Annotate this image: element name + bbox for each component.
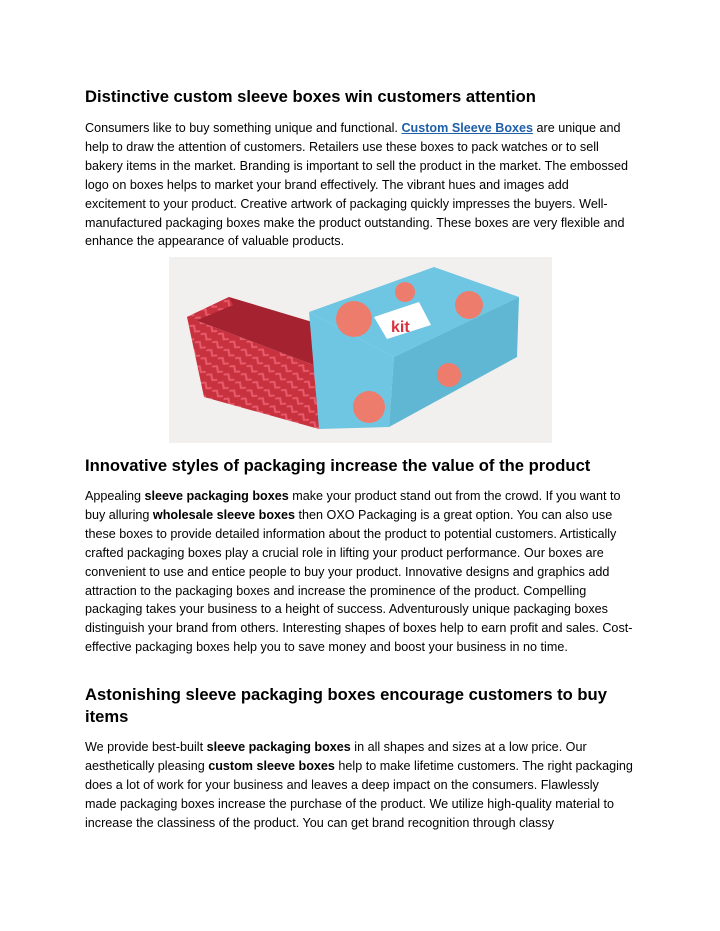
section-paragraph <box>85 738 633 833</box>
paragraph-text: help to make lifetime customers. The right packaging does a lot of work for your business and leaves a deep impact on the consumers. Flawlessly made packaging boxes increase the purchase of the product. We utilize high-quality material to increase the classiness of the product. You can get brand recognition through classy <box>85 758 633 830</box>
section-heading: Astonishing sleeve packaging boxes encourage customers to buy items <box>85 685 607 726</box>
paragraph-text: We provide best-built <box>85 740 207 754</box>
custom-sleeve-boxes-link[interactable]: Custom Sleeve Boxes <box>401 121 534 135</box>
section-heading: Innovative styles of packaging increase the value of the product <box>85 456 591 475</box>
sleeve-dot <box>395 282 415 302</box>
paragraph-text: make your product stand out from the crowd. If you want to buy alluring <box>85 489 621 522</box>
paragraph-text: in all shapes and sizes at a low price. Our aesthetically pleasing <box>85 740 587 773</box>
section-paragraph <box>85 487 633 657</box>
section-heading: Distinctive custom sleeve boxes win customers attention <box>85 87 536 106</box>
bold-phrase: sleeve packaging boxes <box>206 740 351 754</box>
paragraph-text: then OXO Packaging is a great option. You can also use these boxes to provide detailed information about the product to potential customers. Artistically crafted packaging boxes play a crucial role in lifting your product performance. Our boxes are convenient to use and entice people to buy your product. Innovative designs and graphics add attraction to the packaging boxes and increase the prominence of the product. Compelling packaging takes your business to a height of success. Adventurously unique packaging boxes distinguish your brand from others. Interesting shapes of boxes help to earn profit and sales. Cost-effective packaging boxes help you to save money and boost your business in no time. <box>85 507 633 655</box>
sleeve-dot <box>437 363 461 387</box>
section-astonishing <box>85 684 633 833</box>
sleeve-label-text: kit <box>391 319 410 336</box>
sleeve-box-image <box>169 257 552 443</box>
paragraph-text: Appealing <box>85 489 145 503</box>
sleeve-dot <box>455 291 483 319</box>
bold-phrase: sleeve packaging boxes <box>144 489 289 503</box>
bold-phrase: wholesale sleeve boxes <box>152 507 296 522</box>
sleeve-dot <box>336 301 372 337</box>
section-paragraph <box>85 119 633 251</box>
sleeve-box-illustration <box>169 257 552 443</box>
section-innovative <box>85 455 633 657</box>
paragraph-text: are unique and help to draw the attention of customers. Retailers use these boxes to pack watches or to sell bakery items in the market. Branding is important to sell the product in the market. The embossed logo on boxes helps to market your brand effectively. The vibrant hues and images add excitement to your product. Creative artwork of packaging quickly impresses the buyers. Well-manufactured packaging boxes make the product outstanding. These boxes are very flexible and enhance the appearance of valuable products. <box>85 121 628 249</box>
paragraph-text: Consumers like to buy something unique and functional. <box>85 121 402 135</box>
sleeve-dot <box>353 391 385 423</box>
section-distinctive <box>85 86 633 251</box>
bold-phrase: custom sleeve boxes <box>208 758 335 773</box>
